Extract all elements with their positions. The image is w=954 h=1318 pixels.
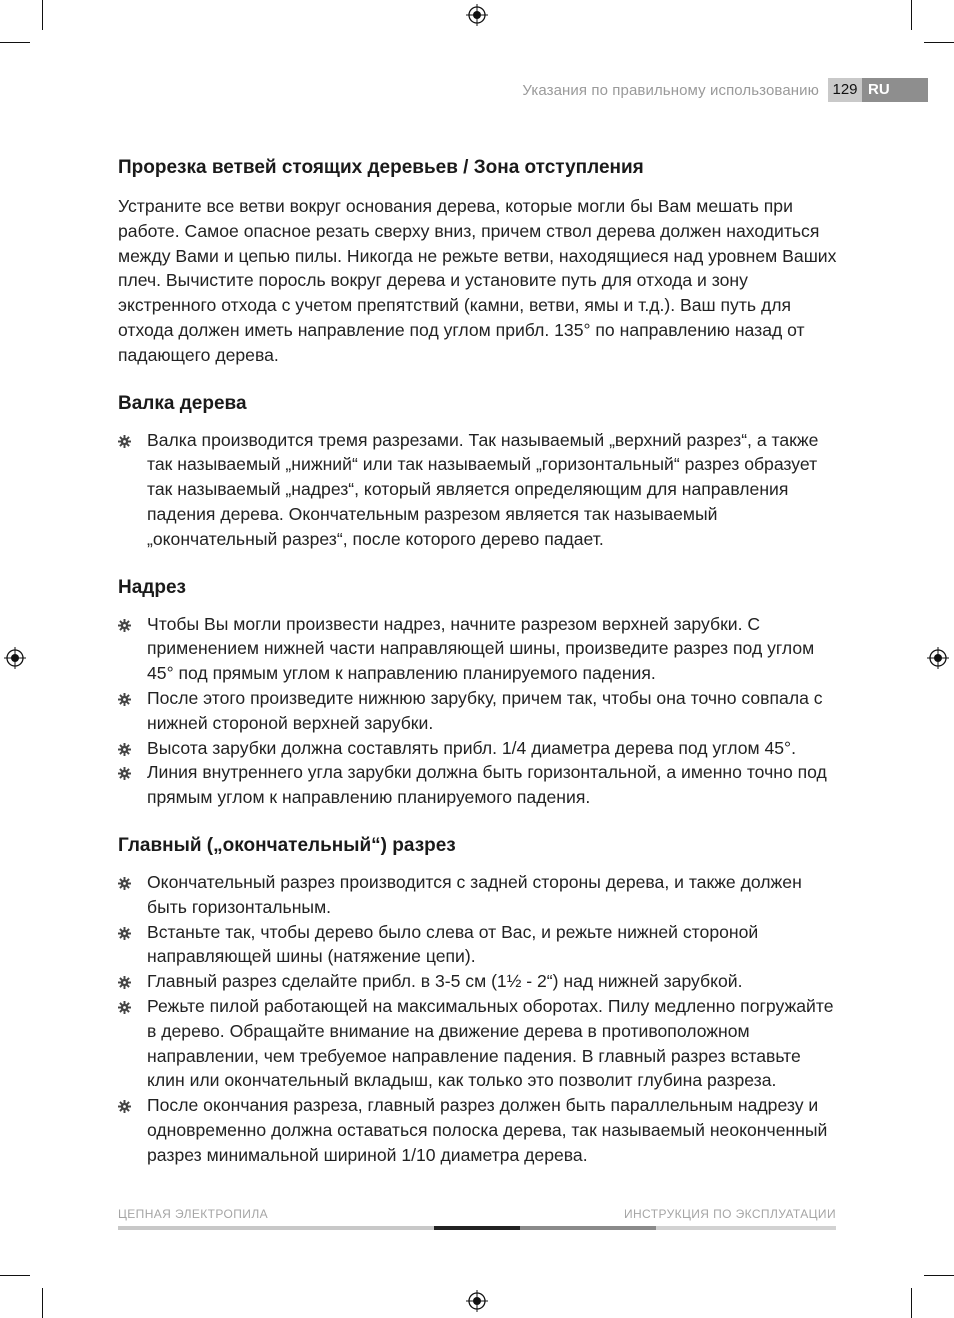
bullet-list	[118, 612, 838, 810]
crop-mark	[0, 1275, 30, 1276]
list-item: Встаньте так, чтобы дерево было слева от Вас, и режьте нижней стороной направляющей шины (натяжение цепи).	[118, 920, 838, 970]
gear-bullet-icon	[118, 743, 131, 756]
bullet-list	[118, 870, 838, 1168]
gear-bullet-icon	[118, 927, 131, 940]
section-heading: Надрез	[118, 576, 186, 598]
crop-mark	[924, 42, 954, 43]
gear-bullet-icon	[118, 619, 131, 632]
list-item: Линия внутреннего угла зарубки должна быть горизонтальной, а именно точно под прямым углом к направлению планируемого падения.	[118, 760, 838, 810]
running-title: Указания по правильному использованию	[522, 82, 819, 99]
gear-bullet-icon	[118, 976, 131, 989]
section-paragraph: Устраните все ветви вокруг основания дерева, которые могли бы Вам мешать при работе. Самое опасное резать сверху вниз, причем ствол дерева должен находиться между Вами и цепью пилы. Никогда не режьте ветви, находящиеся над уровнем Ваших плеч. Вычистите поросль вокруг дерева и установите путь для отхода и зону экстренного отхода с учетом препятствий (камни, ветви, ямы и т.д.). Ваш путь для отхода должен иметь направление под углом прибл. 135° по направлению назад от падающего дерева.	[118, 196, 837, 365]
list-item: Валка производится тремя разрезами. Так называемый „верхний разрез“, а также так называемый „нижний“ или так называемый „горизонтальный“ разрез образует так называемый „надрез“, который является определяющим для направления падения дерева. Окончательным разрезом является так называемый „окончательный разрез“, после которого дерево падает.	[118, 428, 838, 552]
section-pruning	[118, 156, 838, 368]
gear-bullet-icon	[118, 1100, 131, 1113]
section-notch	[118, 576, 838, 810]
bullet-list	[118, 428, 838, 552]
gear-bullet-icon	[118, 877, 131, 890]
gear-bullet-icon	[118, 693, 131, 706]
footer-rule	[656, 1226, 836, 1230]
list-item: Окончательный разрез производится с задней стороны дерева, и также должен быть горизонтальным.	[118, 870, 838, 920]
registration-mark-icon	[466, 1290, 488, 1312]
footer-rule	[118, 1226, 434, 1230]
footer-rule	[520, 1226, 656, 1230]
main-content	[118, 156, 838, 1168]
language-badge: RU	[862, 78, 928, 102]
crop-mark	[924, 1275, 954, 1276]
section-felling	[118, 392, 838, 552]
crop-mark	[911, 1288, 912, 1318]
footer-doc-type: ИНСТРУКЦИЯ ПО ЭКСПЛУАТАЦИИ	[623, 1207, 836, 1221]
page-number: 129	[828, 78, 862, 102]
list-item: Чтобы Вы могли произвести надрез, начните разрезом верхней зарубки. С применением нижней части направляющей шины, произведите разрез под углом 45° под прямым углом к направлению планируемого падения.	[118, 612, 838, 686]
list-item: После этого произведите нижнюю зарубку, причем так, чтобы она точно совпала с нижней стороной верхней зарубки.	[118, 686, 838, 736]
registration-mark-icon	[466, 4, 488, 26]
list-item: Режьте пилой работающей на максимальных оборотах. Пилу медленно погружайте в дерево. Обращайте внимание на движение дерева в противоположном направлении, чем требуемое направление падения. В главный разрез вставьте клин или окончательный вкладыш, как только это позволит глубина разреза.	[118, 994, 838, 1093]
list-item: После окончания разреза, главный разрез должен быть параллельным надрезу и одновременно должна оставаться полоска дерева, так называемый неоконченный разрез минимальной шириной 1/10 диаметра дерева.	[118, 1093, 838, 1167]
registration-mark-icon	[927, 647, 949, 669]
section-heading: Валка дерева	[118, 392, 247, 414]
section-heading: Прорезка ветвей стоящих деревьев / Зона отступления	[118, 157, 644, 178]
gear-bullet-icon	[118, 1001, 131, 1014]
gear-bullet-icon	[118, 435, 131, 448]
list-item: Высота зарубки должна составлять прибл. 1/4 диаметра дерева под углом 45°.	[118, 736, 838, 761]
crop-mark	[0, 42, 30, 43]
crop-mark	[42, 0, 43, 30]
registration-mark-icon	[4, 647, 26, 669]
section-main-cut	[118, 834, 838, 1168]
footer-product-name: ЦЕПНАЯ ЭЛЕКТРОПИЛА	[118, 1207, 269, 1221]
footer-rule	[434, 1226, 520, 1230]
crop-mark	[42, 1288, 43, 1318]
section-heading: Главный („окончательный“) разрез	[118, 834, 456, 856]
crop-mark	[911, 0, 912, 30]
list-item: Главный разрез сделайте прибл. в 3-5 см (1½ - 2“) над нижней зарубкой.	[118, 969, 838, 994]
gear-bullet-icon	[118, 767, 131, 780]
